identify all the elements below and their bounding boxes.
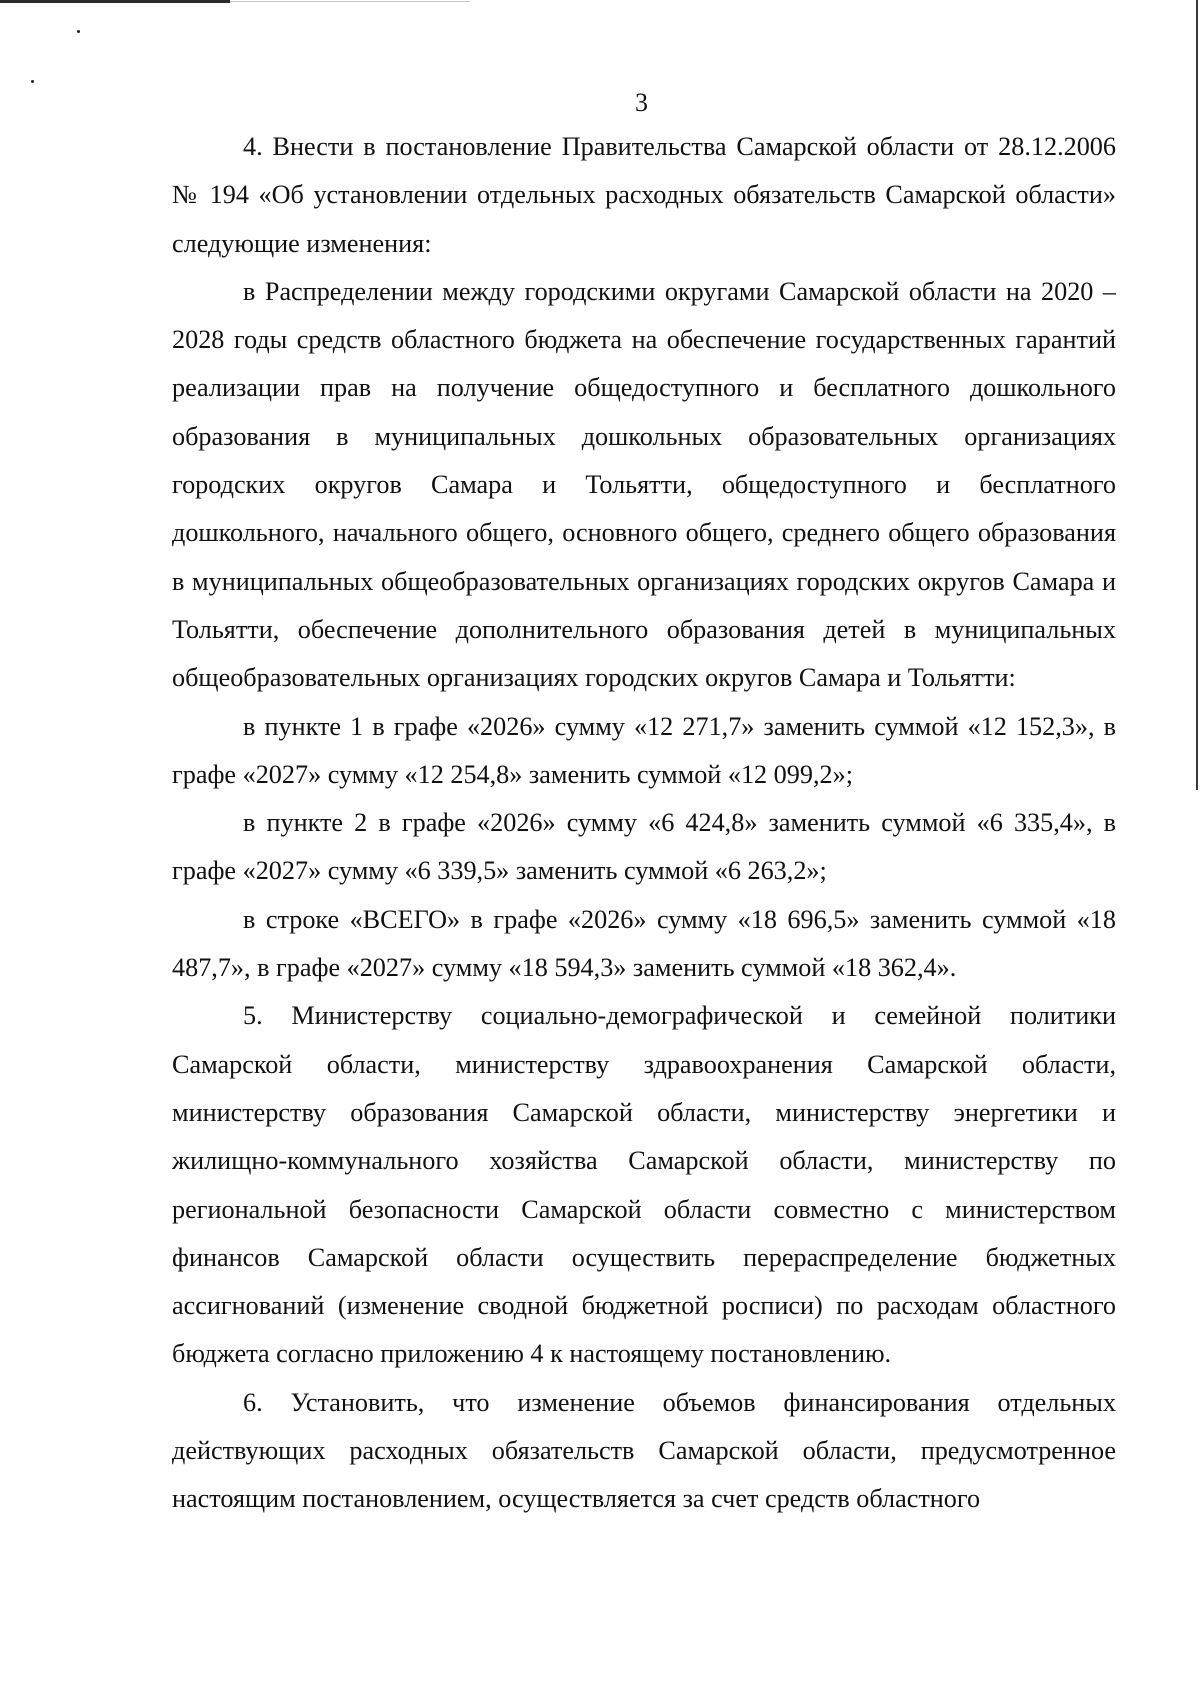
- scan-speck: [77, 30, 80, 33]
- paragraph-item-4: 4. Внести в постановление Правительства Самарской области от 28.12.2006 № 194 «Об установлении отдельных расходных обязательств Самарской области» следующие изменения:: [172, 132, 1116, 258]
- paragraph-distribution: в Распределении между городскими округами Самарской области на 2020 – 2028 годы средств областного бюджета на обеспечение государственных гарантий реализации прав на получение общедоступного и бесплатного дошкольного образования в муниципальных дошкольных образовательных организациях городских округов Самара и Тольятти, общедоступного и бесплатного дошкольного, начального общего, основного общего, среднего общего образования в муниципальных общеобразовательных организациях городских округов Самара и Тольятти, обеспечение дополнительного образования детей в муниципальных общеобразовательных организациях городских округов Самара и Тольятти:: [172, 276, 1116, 693]
- page-number: 3: [635, 88, 648, 117]
- scan-edge-line: [0, 0, 230, 3]
- scan-edge-line-faint: [230, 1, 470, 2]
- scan-speck: [31, 80, 34, 83]
- paragraph-item-6: 6. Установить, что изменение объемов финансирования отдельных действующих расходных обязательств Самарской области, предусмотренное настоящим постановлением, осуществляется за счет средств областного: [172, 1387, 1116, 1514]
- paragraph-total-row: в строке «ВСЕГО» в графе «2026» сумму «18 696,5» заменить суммой «18 487,7», в графе «2027» сумму «18 594,3» заменить суммой «18 362,4».: [172, 904, 1116, 983]
- paragraph-point-1: в пункте 1 в графе «2026» сумму «12 271,7» заменить суммой «12 152,3», в графе «2027» сумму «12 254,8» заменить суммой «12 099,2»;: [172, 711, 1116, 789]
- scan-margin-line: [1196, 0, 1198, 790]
- document-body: [172, 123, 1116, 1524]
- paragraph-item-5: 5. Министерству социально-демографической и семейной политики Самарской области, министерству здравоохранения Самарской области, министерству образования Самарской области, министерству энергетики и жилищно-коммунального хозяйства Самарской области, министерству по региональной безопасности Самарской области совместно с министерством финансов Самарской области осуществить перераспределение бюджетных ассигнований (изменение сводной бюджетной росписи) по расходам областного бюджета согласно приложению 4 к настоящему постановлению.: [172, 1001, 1116, 1369]
- paragraph-point-2: в пункте 2 в графе «2026» сумму «6 424,8» заменить суммой «6 335,4», в графе «2027» сумму «6 339,5» заменить суммой «6 263,2»;: [172, 808, 1116, 886]
